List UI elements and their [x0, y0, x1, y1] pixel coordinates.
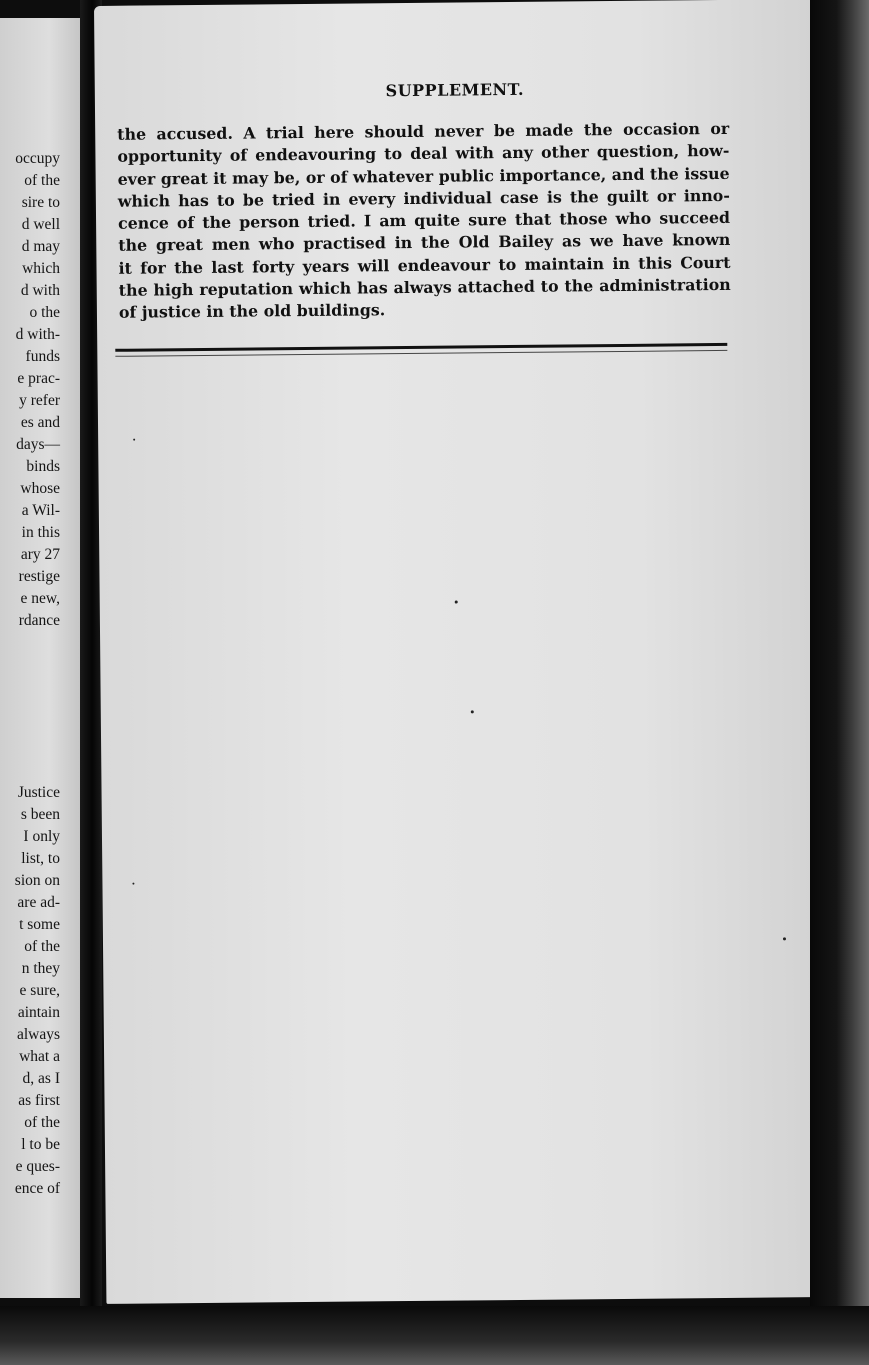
- left-page-line: ence of: [14, 1180, 60, 1197]
- left-page-line: are ad-: [17, 894, 60, 911]
- left-page-line: y refer: [19, 392, 60, 409]
- left-page-line: n they: [21, 960, 60, 977]
- left-page-line: es and: [20, 414, 60, 431]
- paper-speck: [455, 601, 458, 604]
- left-page-line: ary 27: [20, 546, 60, 563]
- body-paragraph: [117, 118, 731, 325]
- left-page-line: restige: [18, 568, 60, 585]
- left-page-line: which: [22, 260, 60, 277]
- left-page-line: e sure,: [19, 982, 60, 999]
- body-text-line: which has to be tried in every individual case is the guilt or inno-: [117, 185, 730, 211]
- left-page-line: occupy: [15, 150, 60, 167]
- left-page-line: Justice: [17, 784, 60, 801]
- page-heading: SUPPLEMENT.: [385, 79, 525, 101]
- body-text-line: cence of the person tried. I am quite sure that those who succeed: [117, 208, 731, 233]
- left-page-line: as first: [18, 1092, 60, 1109]
- left-page-line: o the: [29, 304, 60, 321]
- left-page-line: whose: [20, 480, 60, 497]
- left-page-line: e ques-: [15, 1158, 60, 1175]
- left-page-line: a Wil-: [21, 502, 60, 519]
- left-page-line: always: [16, 1026, 60, 1043]
- body-text-line: the high reputation which has always attached to the administration: [118, 274, 731, 300]
- left-page-line: s been: [20, 806, 60, 823]
- body-text-line: of justice in the old buildings.: [118, 300, 386, 323]
- left-page-line: d, as I: [22, 1070, 60, 1087]
- left-page-line: I only: [23, 828, 60, 845]
- paper-speck: [133, 439, 135, 441]
- left-page-line: d with-: [15, 326, 60, 343]
- left-page-line: funds: [25, 348, 60, 365]
- left-page-line: t some: [19, 916, 60, 933]
- left-page-line: sire to: [21, 194, 60, 211]
- body-text-line: it for the last forty years will endeavour to maintain in this Court: [118, 252, 731, 278]
- paper-speck: [471, 710, 474, 713]
- body-text-line: the great men who practised in the Old Bailey as we have known: [118, 230, 731, 256]
- left-page-line: e prac-: [17, 370, 60, 387]
- left-page-line: what a: [19, 1048, 60, 1065]
- left-page-line: d well: [21, 216, 60, 233]
- body-text-line: opportunity of endeavouring to deal with any other question, how-: [117, 141, 730, 167]
- left-page-line: rdance: [18, 612, 60, 629]
- left-page-line: l to be: [21, 1136, 60, 1153]
- paper-speck: [783, 937, 786, 940]
- right-page: [94, 0, 826, 1304]
- left-page-line: d with: [20, 282, 60, 299]
- body-text-line: ever great it may be, or of whatever public importance, and the issue: [117, 163, 730, 189]
- left-page-line: in this: [21, 524, 60, 541]
- scan-bottom-edge: [0, 1306, 869, 1365]
- left-page-line: of the: [24, 1114, 60, 1131]
- left-page-line: of the: [24, 172, 60, 189]
- left-page-line: aintain: [17, 1004, 60, 1021]
- left-page-line: of the: [24, 938, 60, 955]
- left-page-line: binds: [26, 458, 60, 475]
- left-page-fragment: [0, 18, 82, 1298]
- left-page-line: days—: [16, 436, 60, 453]
- left-page-line: sion on: [14, 872, 60, 889]
- left-page-line: e new,: [20, 590, 60, 607]
- left-page-line: list, to: [21, 850, 60, 867]
- left-page-line: d may: [21, 238, 60, 255]
- paper-speck: [132, 883, 134, 885]
- scan-right-edge: [810, 0, 869, 1365]
- section-rule-thin: [115, 350, 727, 357]
- body-text-line: the accused. A trial here should never be made the occasion or: [117, 118, 730, 144]
